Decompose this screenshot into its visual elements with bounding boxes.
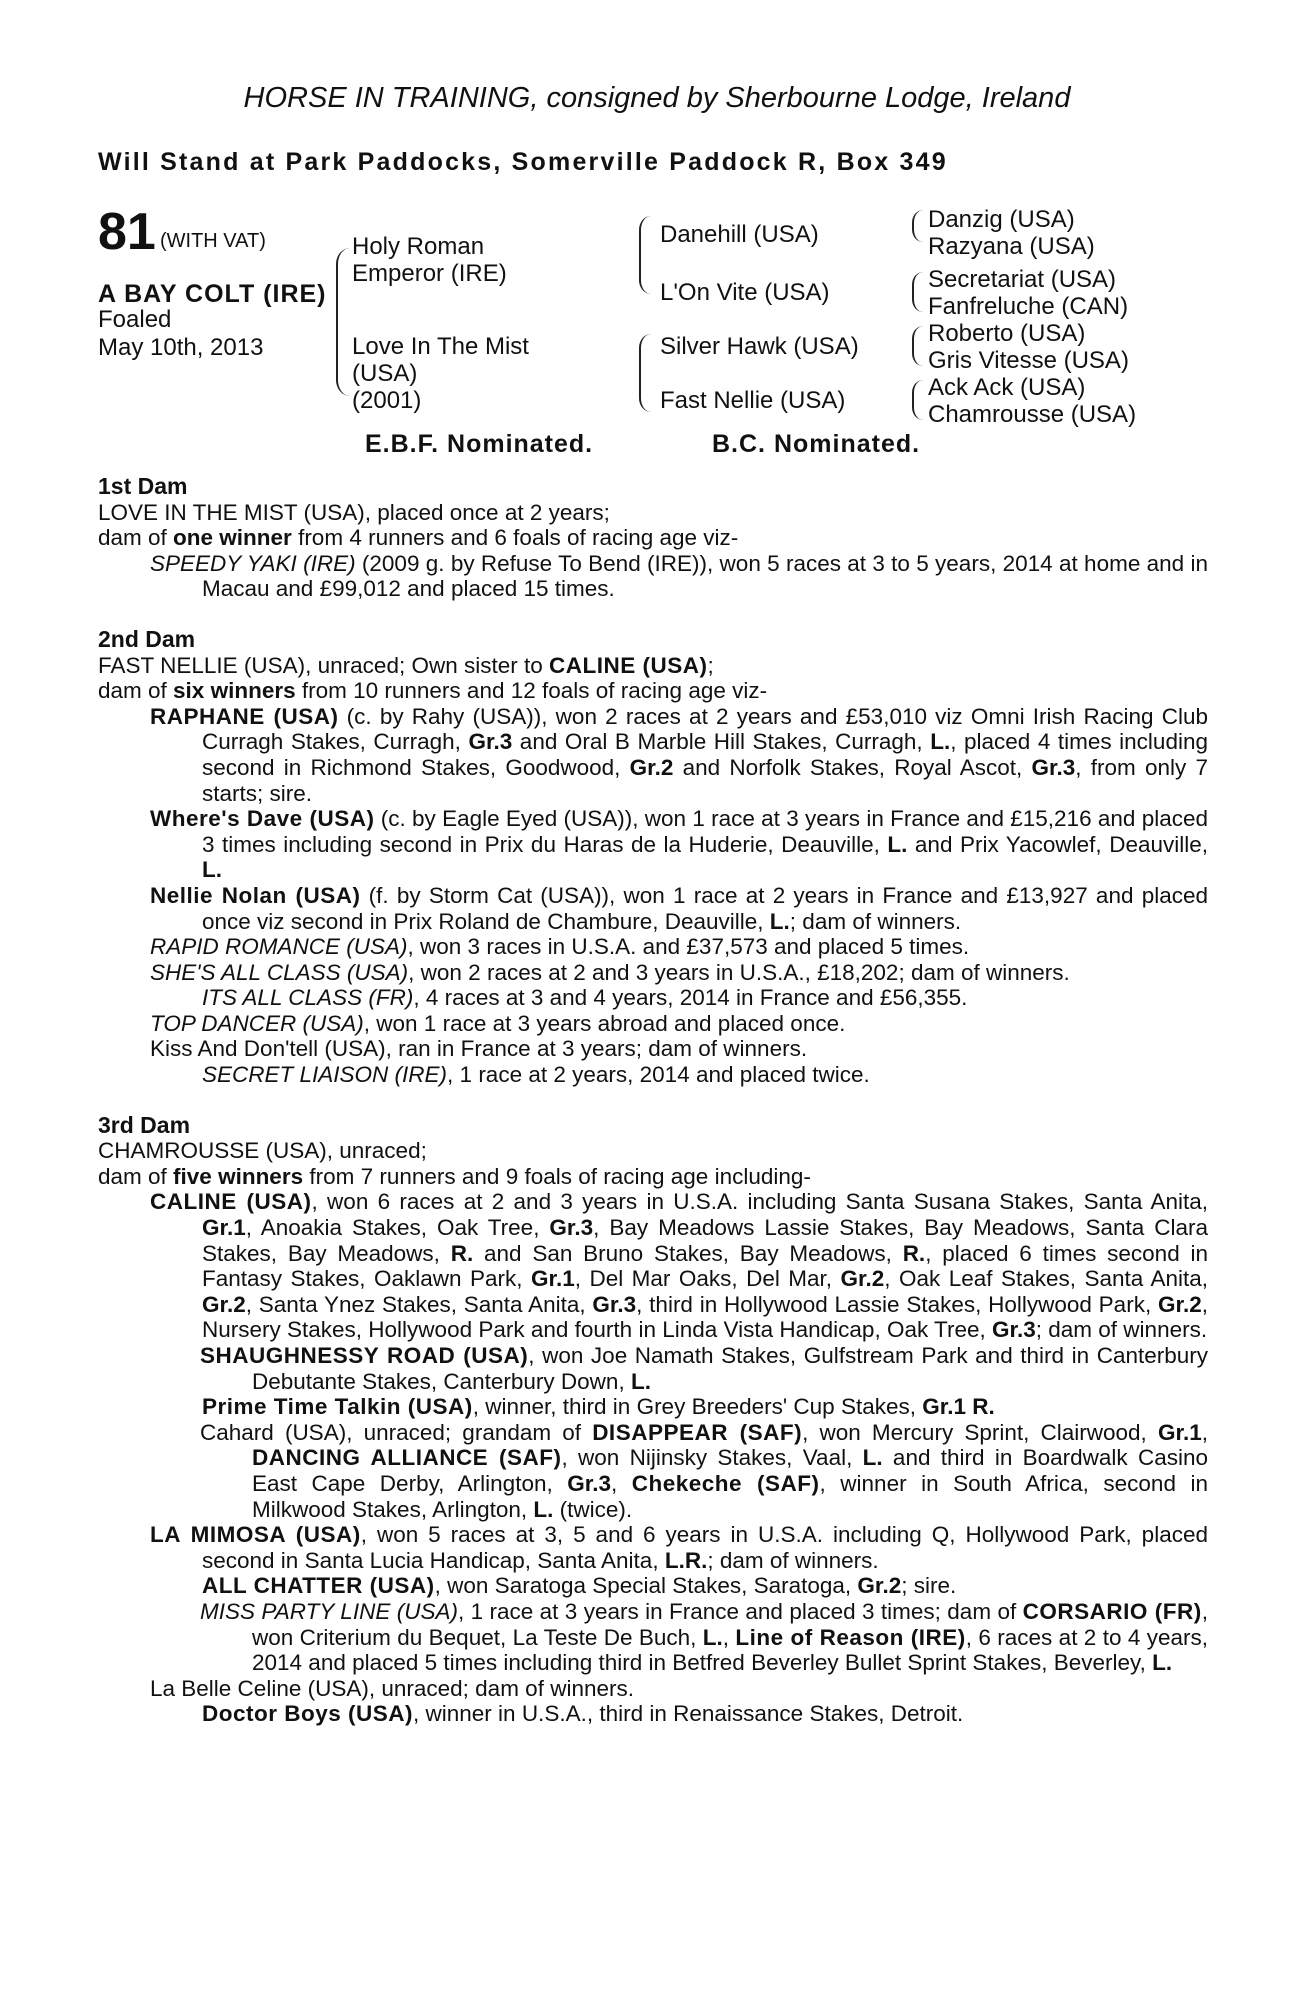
sire: Holy Roman Emperor (IRE) (352, 233, 507, 287)
gg-brace-2 (912, 272, 923, 312)
dam-dam: Fast Nellie (USA) (660, 387, 846, 414)
gg-sire-4: Ack Ack (USA) Chamrousse (USA) (928, 374, 1137, 428)
progeny-entry: ALL CHATTER (USA), won Saratoga Special Stakes, Saratoga, Gr.2; sire. (202, 1573, 957, 1599)
stand-location: Will Stand at Park Paddocks, Somerville Paddock R, Box 349 (98, 148, 948, 176)
ebf-nomination: E.B.F. Nominated. (365, 430, 594, 458)
third-dam-heading: 3rd Dam (98, 1111, 191, 1138)
gg-sire-2: Secretariat (USA) Fanfreluche (CAN) (928, 266, 1129, 320)
progeny-entry: TOP DANCER (USA), won 1 race at 3 years abroad and placed once. (150, 1010, 846, 1036)
first-dam-heading: 1st Dam (98, 473, 188, 499)
gg-brace-4 (912, 380, 923, 420)
vat-note: (WITH VAT) (160, 230, 266, 252)
first-dam-summary: dam of one winner from 4 runners and 6 foals of racing age viz- (98, 525, 739, 551)
progeny-entry: CALINE (USA), won 6 races at 2 and 3 years in U.S.A. including Santa Susana Stakes, Santa Anita, Gr.1, Anoakia Stakes, Oak Tree, Gr.3, Bay Meadows Lassie Stakes, Bay Meadows, Santa Clara Stakes, Bay Meadows, R. and San Bruno Stakes, Bay Meadows, R., placed 6 times second in Fantasy Stakes, Oaklawn Park, Gr.1, Del Mar Oaks, Del Mar, Gr.2, Oak Leaf Stakes, Santa Anita, Gr.2, Santa Ynez Stakes, Santa Anita, Gr.3, third in Hollywood Lassie Stakes, Hollywood Park, Gr.2, Nursery Stakes, Hollywood Park and fourth in Linda Vista Handicap, Oak Tree, Gr.3; dam of winners. (150, 1189, 1209, 1343)
progeny-entry: Prime Time Talkin (USA), winner, third in Grey Breeders' Cup Stakes, Gr.1 R. (202, 1394, 995, 1420)
third-dam-summary: dam of five winners from 7 runners and 9 foals of racing age including- (98, 1163, 811, 1189)
progeny-entry: SHAUGHNESSY ROAD (USA), won Joe Namath Stakes, Gulfstream Park and third in Canterbury Debutante Stakes, Canterbury Down, L. (200, 1343, 1208, 1394)
sire-dam: L'On Vite (USA) (660, 279, 830, 306)
progeny-entry: Cahard (USA), unraced; grandam of DISAPPEAR (SAF), won Mercury Sprint, Clairwood, Gr.1, DANCING ALLIANCE (SAF), won Nijinsky Stakes, Vaal, L. and third in Boardwalk Casino East Cape Derby, Arlington, Gr.3, Chekeche (SAF), winner in South Africa, second in Milkwood Stakes, Arlington, L. (twice). (200, 1419, 1209, 1522)
progeny-entry: Doctor Boys (USA), winner in U.S.A., third in Renaissance Stakes, Detroit. (202, 1701, 964, 1727)
progeny-entry: La Belle Celine (USA), unraced; dam of winners. (150, 1675, 634, 1701)
progeny-entry: RAPID ROMANCE (USA), won 3 races in U.S.A. and £37,573 and placed 5 times. (150, 934, 970, 960)
sale-header: HORSE IN TRAINING, consigned by Sherbourne Lodge, Ireland (243, 82, 1071, 114)
dam-line-brace (639, 334, 651, 412)
lot-description: A BAY COLT (IRE) (98, 280, 327, 308)
lot-number: 81 (98, 203, 156, 261)
progeny-entry: Where's Dave (USA) (c. by Eagle Eyed (USA)), won 1 race at 3 years in France and £15,216 and placed 3 times including second in Prix du Haras de la Huderie, Deauville, L. and Prix Yacowlef, Deauville, L. (150, 806, 1208, 883)
sire-dam-brace (336, 248, 350, 396)
dam-sire: Silver Hawk (USA) (660, 333, 859, 360)
progeny-entry: SPEEDY YAKI (IRE) (2009 g. by Refuse To Bend (IRE)), won 5 races at 3 to 5 years, 2014 at home and in Macau and £99,012 and placed 15 times. (150, 550, 1208, 602)
second-dam-line: FAST NELLIE (USA), unraced; Own sister to CALINE (USA); (98, 652, 714, 678)
second-dam-heading: 2nd Dam (98, 625, 196, 652)
progeny-entry: Nellie Nolan (USA) (f. by Storm Cat (USA)), won 1 race at 2 years in France and £13,927 and placed once viz second in Prix Roland de Chambure, Deauville, L.; dam of winners. (150, 882, 1208, 934)
sire-sire: Danehill (USA) (660, 221, 819, 248)
catalogue-body (98, 474, 1208, 1727)
first-dam-line: LOVE IN THE MIST (USA), placed once at 2 years; (98, 499, 610, 525)
foaled-date: May 10th, 2013 (98, 334, 264, 361)
progeny-entry: LA MIMOSA (USA), won 5 races at 3, 5 and 6 years in U.S.A. including Q, Hollywood Park, placed second in Santa Lucia Handicap, Santa Anita, L.R.; dam of winners. (150, 1522, 1208, 1573)
bc-nomination: B.C. Nominated. (712, 430, 921, 458)
second-dam-summary: dam of six winners from 10 runners and 12 foals of racing age viz- (98, 678, 768, 704)
progeny-entry: MISS PARTY LINE (USA), 1 race at 3 years in France and placed 3 times; dam of CORSARIO (FR), won Criterium du Bequet, La Teste De Buch, L., Line of Reason (IRE), 6 races at 2 to 4 years, 2014 and placed 5 times including third in Betfred Beverley Bullet Sprint Stakes, Beverley, L. (200, 1598, 1208, 1676)
gg-brace-1 (912, 210, 923, 242)
third-dam-line: CHAMROUSSE (USA), unraced; (98, 1138, 427, 1164)
gg-brace-3 (912, 326, 923, 366)
dam: Love In The Mist (USA) (2001) (352, 333, 529, 414)
progeny-entry: RAPHANE (USA) (c. by Rahy (USA)), won 2 races at 2 years and £53,010 viz Omni Irish Racing Club Curragh Stakes, Curragh, Gr.3 and Oral B Marble Hill Stakes, Curragh, L., placed 4 times including second in Richmond Stakes, Goodwood, Gr.2 and Norfolk Stakes, Royal Ascot, Gr.3, from only 7 starts; sire. (150, 703, 1209, 806)
progeny-entry: ITS ALL CLASS (FR), 4 races at 3 and 4 years, 2014 in France and £56,355. (202, 985, 968, 1011)
sire-line-brace (639, 216, 651, 294)
progeny-entry: Kiss And Don'tell (USA), ran in France at 3 years; dam of winners. (150, 1036, 808, 1062)
progeny-entry: SECRET LIAISON (IRE), 1 race at 2 years, 2014 and placed twice. (202, 1062, 870, 1088)
gg-sire-1: Danzig (USA) Razyana (USA) (928, 206, 1095, 260)
foaled-label: Foaled (98, 306, 172, 333)
gg-sire-3: Roberto (USA) Gris Vitesse (USA) (928, 320, 1129, 374)
progeny-entry: SHE'S ALL CLASS (USA), won 2 races at 2 and 3 years in U.S.A., £18,202; dam of winners. (150, 959, 1070, 985)
